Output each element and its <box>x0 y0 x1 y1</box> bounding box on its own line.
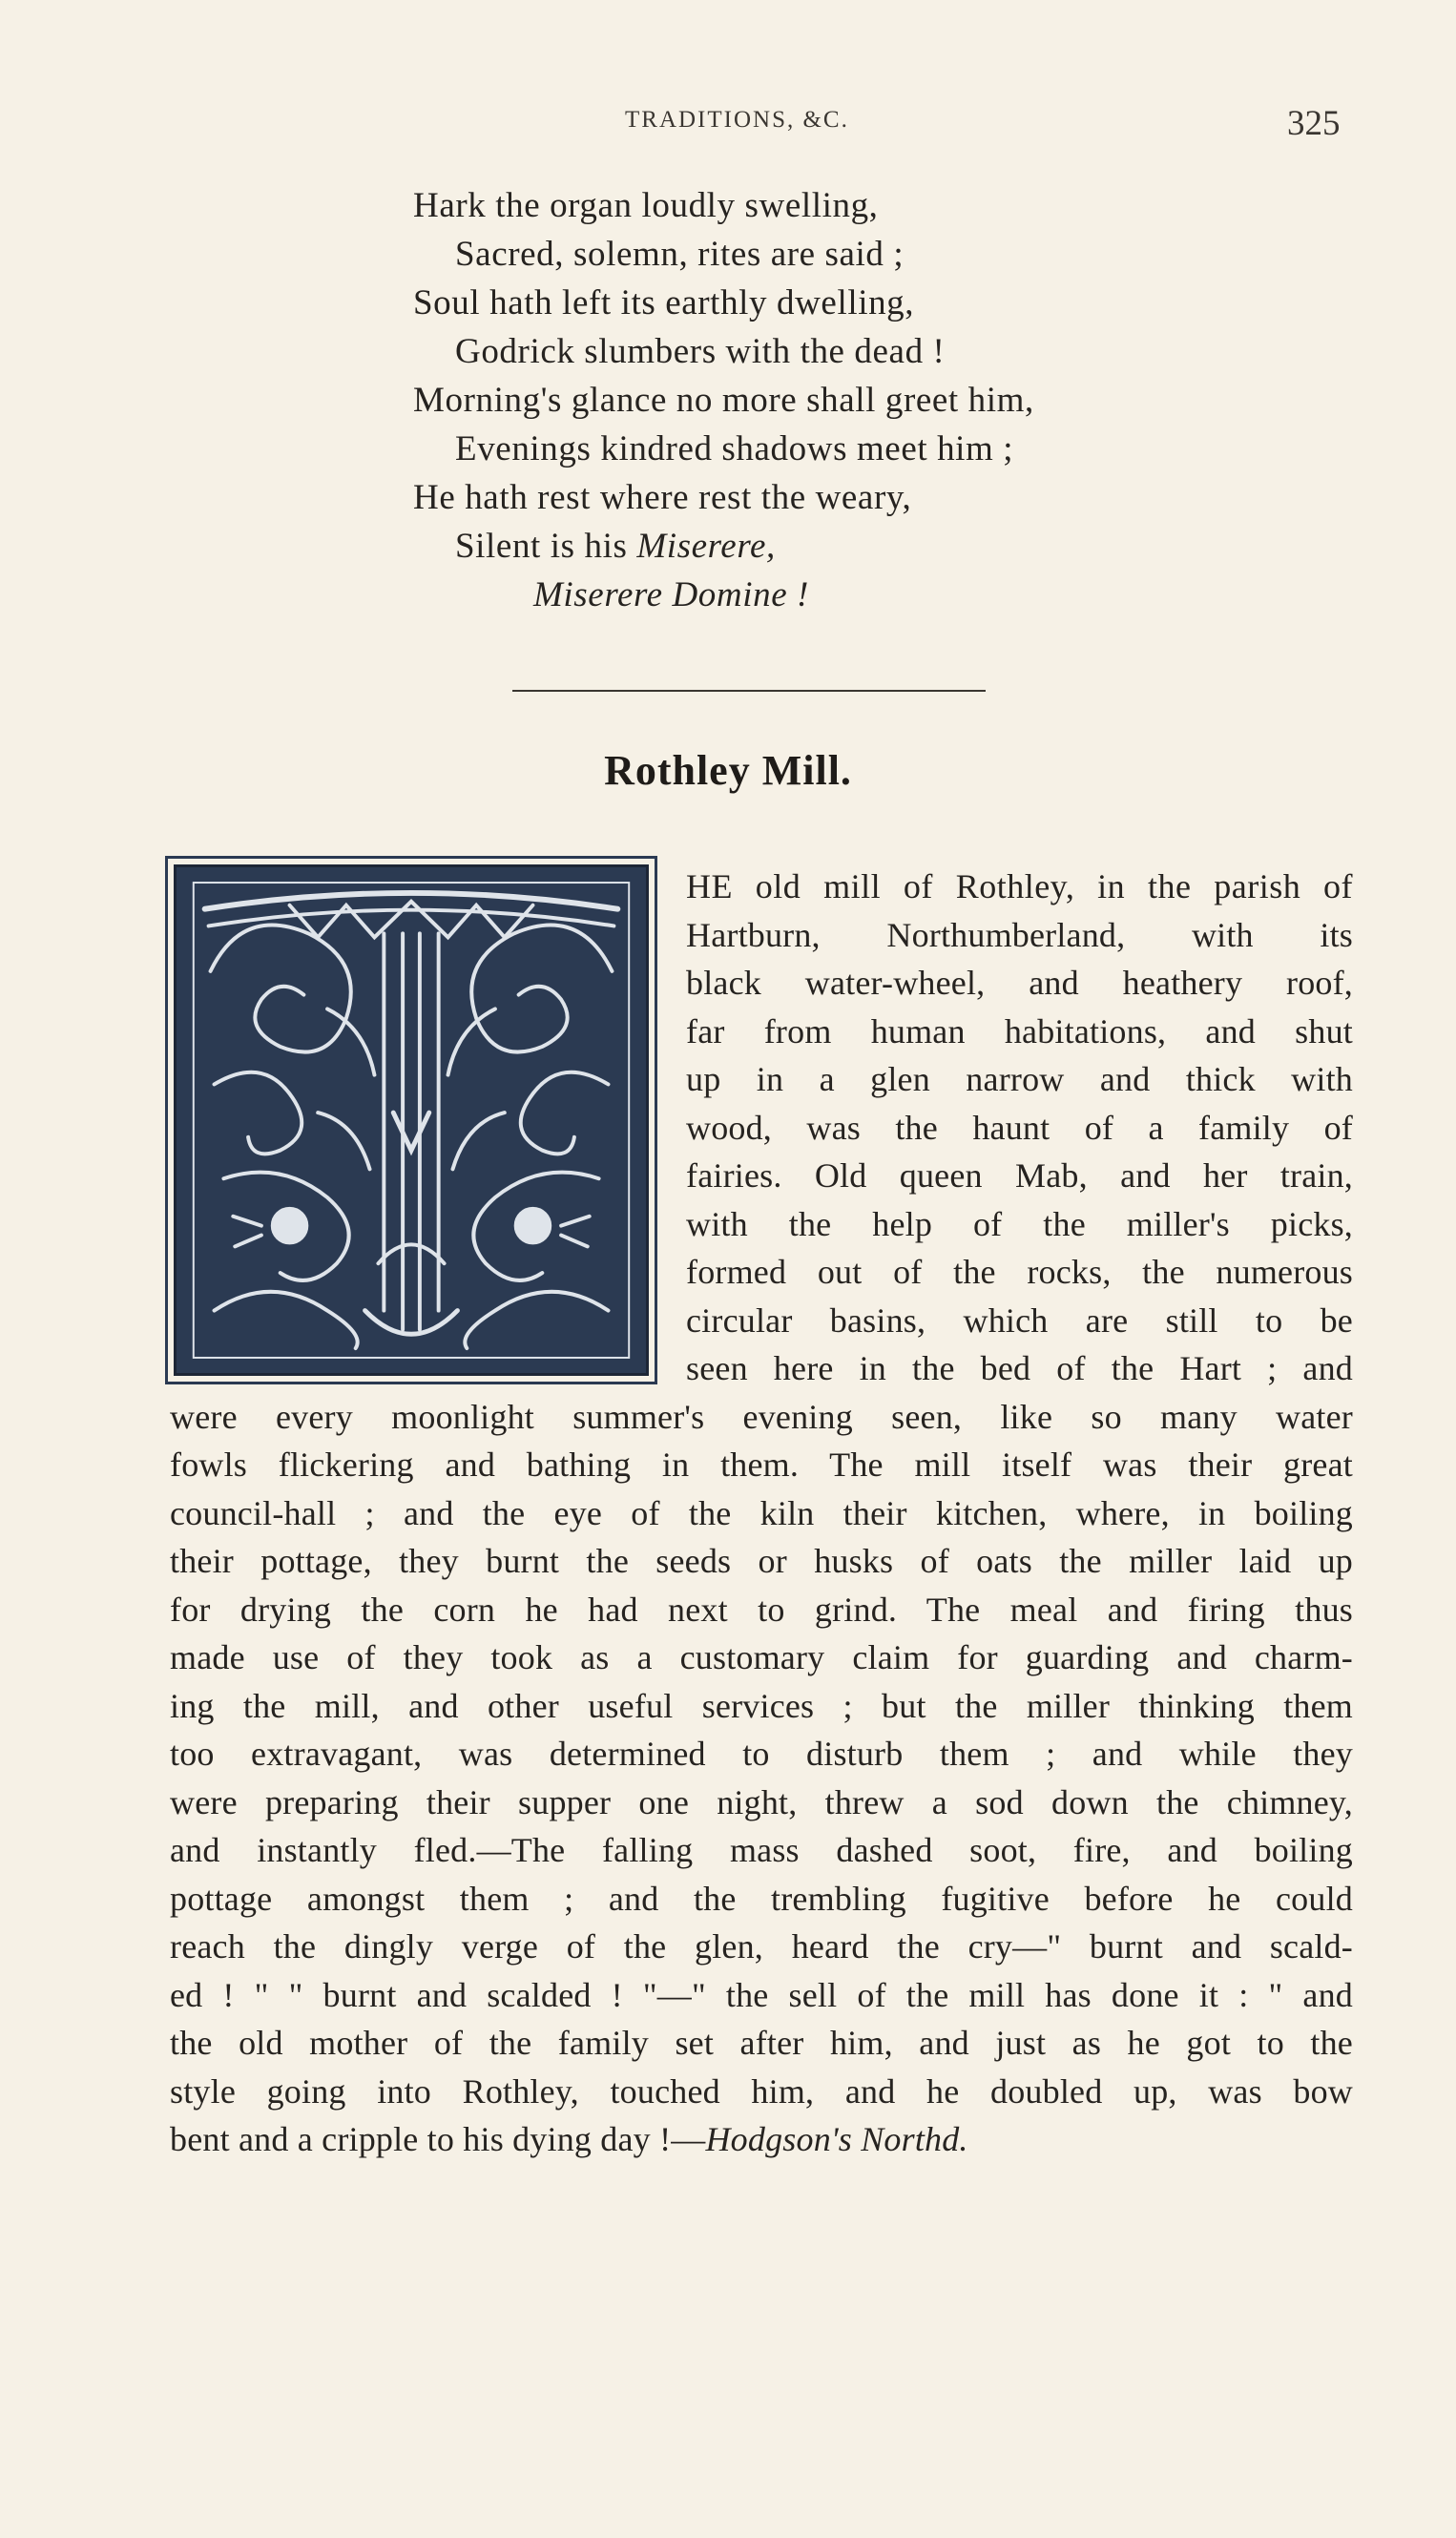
running-title: TRADITIONS, &C. <box>625 107 849 133</box>
text-line: Hartburn, Northumberland, with its <box>686 915 1353 954</box>
text-line: reach the dingly verge of the glen, heard the cry—" burnt and scald- <box>170 1927 1353 1966</box>
text-line: formed out of the rocks, the numerous <box>686 1253 1353 1291</box>
text-line: council-hall ; and the eye of the kiln their kitchen, where, in boiling <box>170 1493 1353 1532</box>
poem-line: Soul hath left its earthly dwelling, <box>413 283 915 322</box>
text-line: made use of they took as a customary claim for guarding and charm- <box>170 1638 1353 1676</box>
text-line: ing the mill, and other useful services ; but the miller thinking them <box>170 1686 1353 1725</box>
text-line: fowls flickering and bathing in them. The mill itself was their great <box>170 1446 1353 1484</box>
poem-line: Hark the organ loudly swelling, <box>413 186 879 225</box>
text-line: ed ! " " burnt and scalded ! "—" the sell of the mill has done it : " and <box>170 1975 1353 2014</box>
text-line: pottage amongst them ; and the trembling fugitive before he could <box>170 1879 1353 1918</box>
text-line: fairies. Old queen Mab, and her train, <box>686 1156 1353 1195</box>
text-line: and instantly fled.—The falling mass dashed soot, fire, and boiling <box>170 1831 1353 1869</box>
text-line: for drying the corn he had next to grind. The meal and firing thus <box>170 1590 1353 1629</box>
text-line: were preparing their supper one night, threw a sod down the chimney, <box>170 1782 1353 1821</box>
text-line: wood, was the haunt of a family of <box>686 1108 1353 1147</box>
poem <box>413 181 1272 619</box>
section-title: Rothley Mill. <box>604 747 852 794</box>
text-line: far from human habitations, and shut <box>686 1011 1353 1051</box>
text-line <box>170 2115 1353 2164</box>
poem-line <box>413 522 1272 571</box>
text-line: black water-wheel, and heathery roof, <box>686 964 1353 1002</box>
text-line: with the help of the miller's picks, <box>686 1204 1353 1243</box>
poem-line: Miserere Domine ! <box>533 575 809 614</box>
poem-line: Sacred, solemn, rites are said ; <box>455 235 905 274</box>
text-line: HE old mill of Rothley, in the parish of <box>686 867 1353 905</box>
poem-line: Morning's glance no more shall greet him, <box>413 381 1034 420</box>
text-line: the old mother of the family set after him, and just as he got to the <box>170 2024 1353 2062</box>
poem-line: Evenings kindred shadows meet him ; <box>455 429 1014 468</box>
text-line: seen here in the bed of the Hart ; and <box>686 1349 1353 1387</box>
text-line: up in a glen narrow and thick with <box>686 1060 1353 1098</box>
section-divider <box>512 690 986 692</box>
text-line-content: bent and a cripple to his dying day !— <box>170 2120 706 2158</box>
text-line: their pottage, they burnt the seeds or husks of oats the miller laid up <box>170 1542 1353 1580</box>
article-body <box>170 863 1353 2164</box>
poem-line: He hath rest where rest the weary, <box>413 478 912 517</box>
running-head <box>0 103 1456 141</box>
attribution: Hodgson's Northd. <box>705 2120 968 2158</box>
poem-line-italic: Miserere, <box>636 527 776 566</box>
poem-line: Godrick slumbers with the dead ! <box>455 332 946 371</box>
text-line: circular basins, which are still to be <box>686 1300 1353 1340</box>
page-number: 325 <box>1287 104 1341 143</box>
text-line: style going into Rothley, touched him, and he doubled up, was bow <box>170 2071 1353 2111</box>
poem-line-text: Silent is his <box>455 527 637 566</box>
text-line: were every moonlight summer's evening seen, like so many water <box>170 1397 1353 1436</box>
text-line: too extravagant, was determined to disturb them ; and while they <box>170 1735 1353 1773</box>
